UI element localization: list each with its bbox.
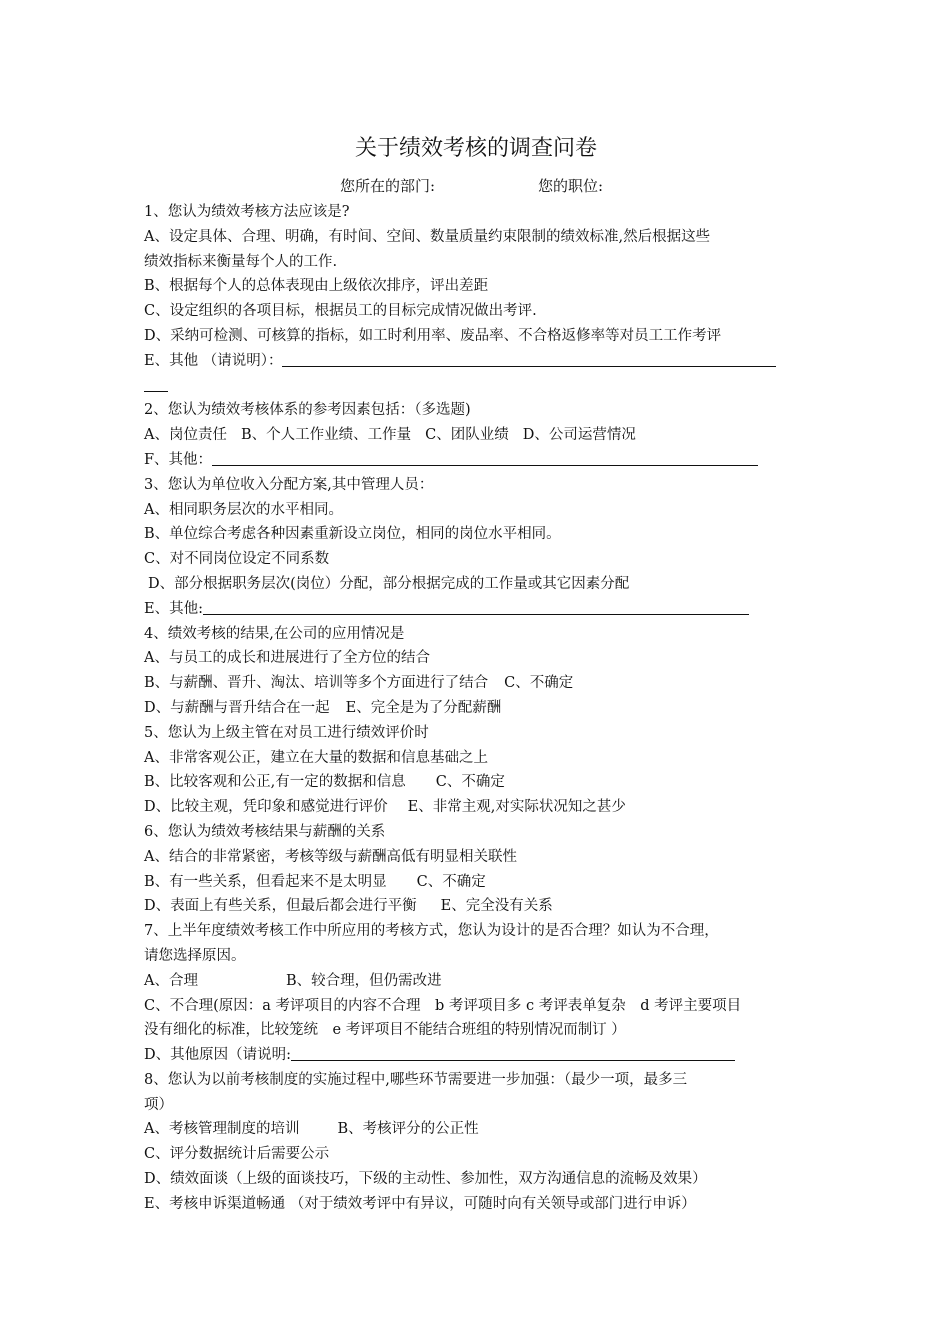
q8-option-a: A、考核管理制度的培训 [144, 1121, 300, 1138]
question-6: 6、您认为绩效考核结果与薪酬的关系 [144, 823, 386, 840]
department-label: 您所在的部门: [340, 177, 436, 195]
question-8-line2: 项） [144, 1096, 173, 1113]
q8-option-e: E、考核申诉渠道畅通 （对于绩效考评中有异议，可随时向有关领导或部门进行申诉） [144, 1195, 696, 1212]
q3-other-blank[interactable] [203, 598, 749, 615]
q7-options-ab [144, 969, 808, 994]
question-3: 3、您认为单位收入分配方案,其中管理人员： [144, 476, 434, 493]
q4-option-b: B、与薪酬、晋升、淘汰、培训等多个方面进行了结合 [144, 675, 489, 692]
questionnaire-body [144, 200, 808, 1217]
question-8-line1: 8、您认为以前考核制度的实施过程中,哪些环节需要进一步加强：（最少一项，最多三 [144, 1071, 688, 1088]
q5-option-e: E、非常主观,对实际状况知之甚少 [407, 799, 626, 816]
q6-option-e: E、完全没有关系 [440, 898, 553, 915]
q6-option-c: C、不确定 [416, 873, 486, 890]
q2-option-d: D、公司运营情况 [522, 427, 636, 444]
q5-option-c: C、不确定 [435, 774, 505, 791]
q1-option-e [144, 349, 808, 374]
q1-option-a-line1: A、设定具体、合理、明确，有时间、空间、数量质量约束限制的绩效标准,然后根据这些 [144, 228, 711, 245]
q6-option-b: B、有一些关系，但看起来不是太明显 [144, 873, 387, 890]
q1-option-d: D、采纳可检测、可核算的指标，如工时利用率、废品率、不合格返修率等对员工工作考评 [144, 327, 722, 344]
q4-option-d: D、与薪酬与晋升结合在一起 [144, 699, 330, 716]
q1-other-blank[interactable] [282, 350, 776, 367]
question-4: 4、绩效考核的结果,在公司的应用情况是 [144, 625, 405, 642]
q2-other-blank[interactable] [212, 449, 758, 466]
q4-option-e: E、完全是为了分配薪酬 [345, 699, 502, 716]
q2-option-b: B、个人工作业绩、工作量 [240, 427, 412, 444]
q7-option-b: B、较合理，但仍需改进 [285, 972, 442, 989]
q3-option-c: C、对不同岗位设定不同系数 [144, 551, 330, 568]
page-title: 关于绩效考核的调查问卷 [354, 136, 597, 161]
q1-option-e-label: E、其他 （请说明）： [144, 352, 283, 369]
q3-option-d-text: D、部分根据职务层次(岗位）分配，部分根据完成的工作量或其它因素分配 [148, 575, 630, 592]
q8-options-ab [144, 1117, 808, 1142]
q6-option-a: A、结合的非常紧密，考核等级与薪酬高低有明显相关联性 [144, 848, 517, 865]
q7-option-d-label: D、其他原因（请说明: [144, 1047, 292, 1064]
q1-option-b: B、根据每个人的总体表现由上级依次排序，评出差距 [144, 278, 489, 295]
question-2: 2、您认为绩效考核体系的参考因素包括：（多选题) [144, 402, 471, 419]
question-1: 1、您认为绩效考核方法应该是? [144, 204, 350, 220]
question-5: 5、您认为上级主管在对员工进行绩效评价时 [144, 724, 429, 741]
q1-option-c: C、设定组织的各项目标，根据员工的目标完成情况做出考评. [144, 303, 537, 320]
q5-options-bc [144, 770, 808, 795]
q1-other-blank-continued [144, 374, 808, 399]
question-7-line2: 请您选择原因。 [144, 947, 246, 964]
q7-option-d [144, 1043, 808, 1068]
q6-options-de [144, 894, 808, 919]
q4-option-c: C、不确定 [504, 675, 574, 692]
q3-option-e-label: E、其他: [144, 600, 203, 617]
q2-option-c: C、团队业绩 [425, 427, 509, 444]
q4-options-de [144, 696, 808, 721]
q3-option-d [144, 572, 808, 597]
q7-option-c-line1: C、不合理(原因：a 考评项目的内容不合理 b 考评项目多 c 考评表单复杂 d 考评主要项目 [144, 997, 742, 1014]
q1-other-blank-end[interactable] [144, 375, 168, 392]
position-label: 您的职位: [538, 177, 604, 195]
q2-option-f-label: F、其他： [144, 451, 213, 468]
q2-option-f [144, 448, 808, 473]
q7-option-a: A、合理 [144, 972, 198, 989]
q1-option-a-line2: 绩效指标来衡量每个人的工作. [144, 253, 338, 270]
q5-option-d: D、比较主观，凭印象和感觉进行评价 [144, 799, 388, 816]
q8-option-b: B、考核评分的公正性 [337, 1121, 479, 1138]
q2-option-a: A、岗位责任 [144, 427, 227, 444]
q4-option-a: A、与员工的成长和进展进行了全方位的结合 [144, 650, 430, 667]
q6-options-bc [144, 870, 808, 895]
q5-option-b: B、比较客观和公正,有一定的数据和信息 [144, 774, 406, 791]
q5-options-de [144, 795, 808, 820]
question-7-line1: 7、上半年度绩效考核工作中所应用的考核方式，您认为设计的是否合理？如认为不合理， [144, 923, 719, 940]
q3-option-b: B、单位综合考虑各种因素重新设立岗位，相同的岗位水平相同。 [144, 526, 561, 543]
q7-option-c-line2: 没有细化的标准，比较笼统 e 考评项目不能结合班组的特别情况而制订 ） [144, 1022, 626, 1039]
q2-options [144, 423, 808, 448]
q7-other-blank[interactable] [291, 1044, 735, 1061]
q5-option-a: A、非常客观公正，建立在大量的数据和信息基础之上 [144, 749, 488, 766]
q8-option-c: C、评分数据统计后需要公示 [144, 1146, 330, 1163]
q8-option-d: D、绩效面谈（上级的面谈技巧，下级的主动性、参加性，双方沟通信息的流畅及效果） [144, 1171, 707, 1188]
q6-option-d: D、表面上有些关系，但最后都会进行平衡 [144, 898, 417, 915]
q4-options-bc [144, 671, 808, 696]
q3-option-e [144, 597, 808, 622]
q3-option-a: A、相同职务层次的水平相同。 [144, 501, 343, 518]
